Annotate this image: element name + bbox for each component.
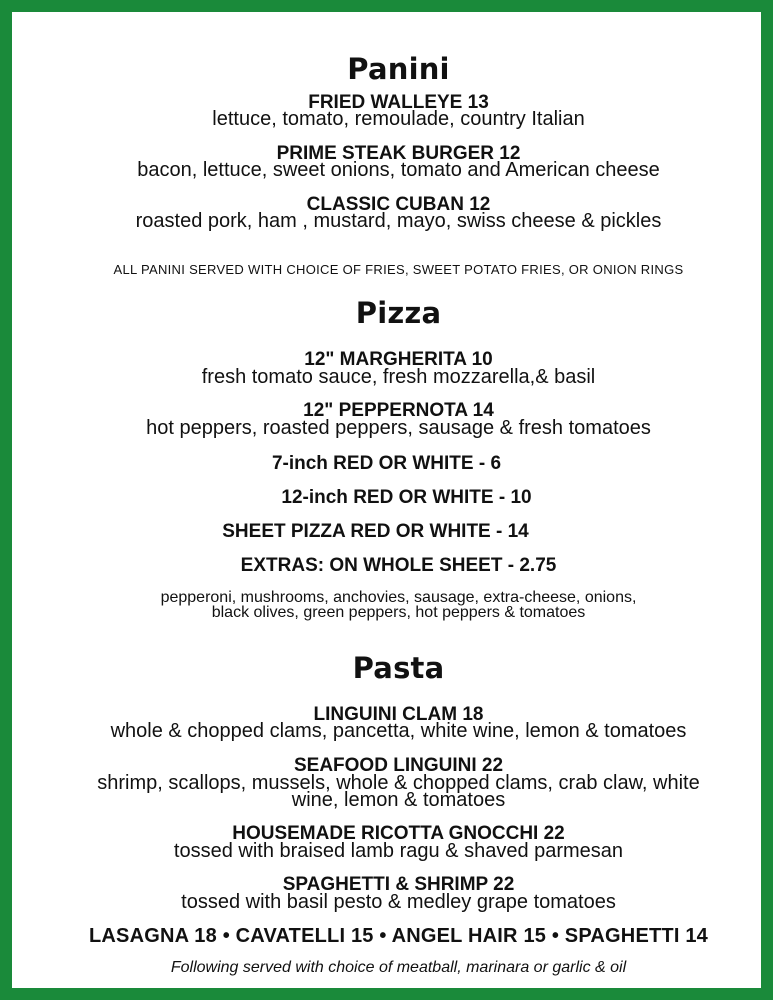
item-description: roasted pork, ham , mustard, mayo, swiss cheese & pickles [135, 210, 662, 232]
item-description: shrimp, scallops, mussels, whole & chopped clams, crab claw, white [97, 772, 700, 794]
item-name: PRIME STEAK BURGER 12 [276, 143, 521, 164]
pasta-footnote: Following served with choice of meatball, marinara or garlic & oil [170, 959, 627, 976]
section-title-pasta: Pasta [352, 651, 445, 685]
pizza-size-line: 12-inch RED OR WHITE - 10 [281, 487, 532, 508]
section-title-panini: Panini [347, 52, 450, 86]
item-name: SEAFOOD LINGUINI 22 [293, 755, 504, 776]
panini-note: ALL PANINI SERVED WITH CHOICE OF FRIES, SWEET POTATO FRIES, OR ONION RINGS [113, 262, 684, 277]
pasta-list-line: LASAGNA 18 • CAVATELLI 15 • ANGEL HAIR 15 • SPAGHETTI 14 [89, 925, 708, 947]
item-description: bacon, lettuce, sweet onions, tomato and American cheese [137, 159, 660, 181]
pizza-size-line: 7-inch RED OR WHITE - 6 [271, 453, 502, 474]
pizza-size-line: SHEET PIZZA RED OR WHITE - 14 [222, 521, 529, 542]
pizza-extras-price: EXTRAS: ON WHOLE SHEET - 2.75 [240, 555, 557, 576]
item-description: lettuce, tomato, remoulade, country Italian [212, 108, 585, 130]
item-name: HOUSEMADE RICOTTA GNOCCHI 22 [232, 823, 565, 844]
item-name: SPAGHETTI & SHRIMP 22 [282, 874, 515, 895]
item-name: 12" MARGHERITA 10 [304, 349, 493, 370]
item-name: FRIED WALLEYE 13 [308, 92, 489, 113]
item-description: tossed with basil pesto & medley grape tomatoes [181, 891, 616, 913]
item-name: CLASSIC CUBAN 12 [306, 194, 491, 215]
item-description: tossed with braised lamb ragu & shaved parmesan [173, 840, 624, 862]
pizza-extras-list: black olives, green peppers, hot peppers & tomatoes [211, 604, 586, 621]
item-description: fresh tomato sauce, fresh mozzarella,& basil [201, 366, 596, 388]
item-description: hot peppers, roasted peppers, sausage & fresh tomatoes [146, 417, 651, 439]
section-title-pizza: Pizza [355, 296, 442, 330]
item-name: LINGUINI CLAM 18 [313, 704, 484, 725]
item-name: 12" PEPPERNOTA 14 [303, 400, 494, 421]
item-description: wine, lemon & tomatoes [291, 789, 506, 811]
item-description: whole & chopped clams, pancetta, white wine, lemon & tomatoes [110, 720, 687, 742]
pizza-extras-list: pepperoni, mushrooms, anchovies, sausage, extra-cheese, onions, [160, 589, 637, 606]
